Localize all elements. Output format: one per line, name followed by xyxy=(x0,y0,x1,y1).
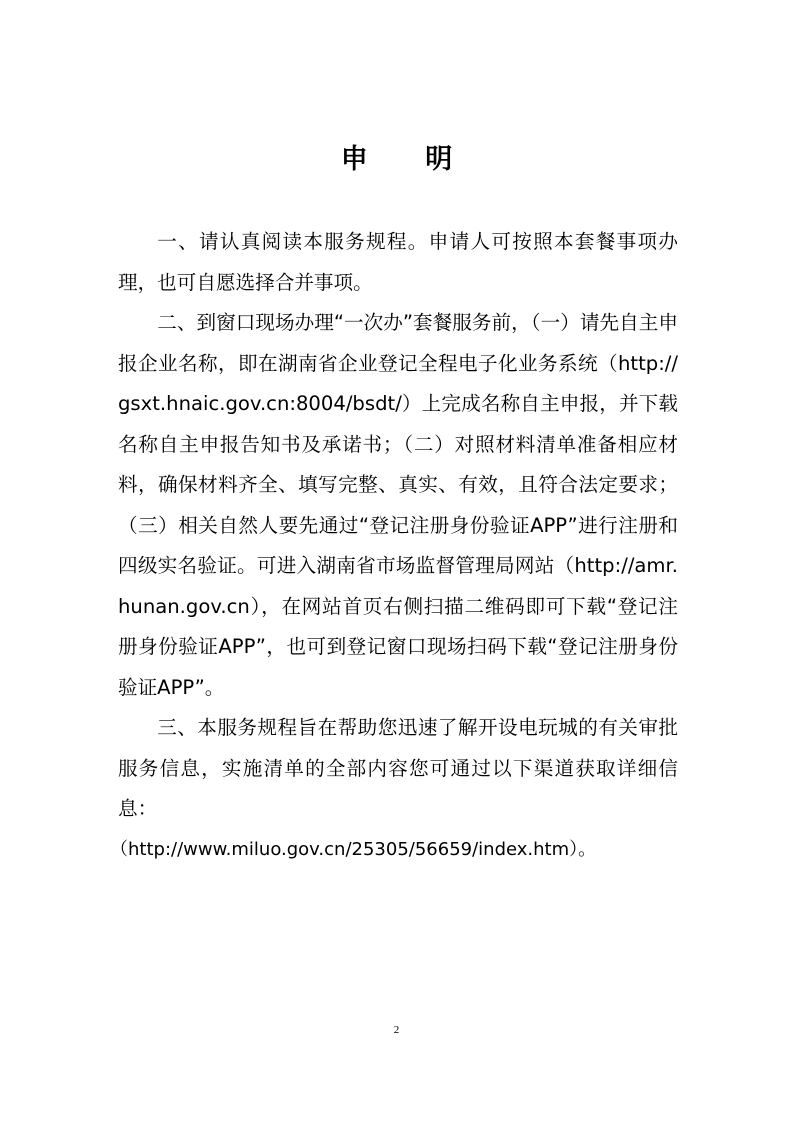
paragraph-1: 一、请认真阅读本服务规程。申请人可按照本套餐事项办理，也可自愿选择合并事项。 xyxy=(118,230,678,294)
document-title: 申 明 xyxy=(340,144,477,175)
info-url-line: （http://www.miluo.gov.cn/25305/56659/index.htm）。 xyxy=(110,838,597,860)
page-number: 2 xyxy=(393,1024,400,1036)
paragraph-3: 三、本服务规程旨在帮助您迅速了解开设电玩城的有关审批服务信息，实施清单的全部内容您可通过以下渠道获取详细信息： xyxy=(118,716,678,820)
paragraph-2: 二、到窗口现场办理“一次办”套餐服务前，（一）请先自主申报企业名称，即在湖南省企业登记全程电子化业务系统（http://gsxt.hnaic.gov.cn:8004/bsdt/）上完成名称自主申报，并下载名称自主申报告知书及承诺书；（二）对照材料清单准备相应材料，确保材料齐全、填写完整、真实、有效，且符合法定要求；（三）相关自然人要先通过“登记注册身份验证APP”进行注册和四级实名验证。可进入湖南省市场监督管理局网站（http://amr.hunan.gov.cn），在网站首页右侧扫描二维码即可下载“登记注册身份验证APP”，也可到登记窗口现场扫码下载“登记注册身份验证APP”。 xyxy=(118,311,678,699)
document-body xyxy=(110,222,678,870)
